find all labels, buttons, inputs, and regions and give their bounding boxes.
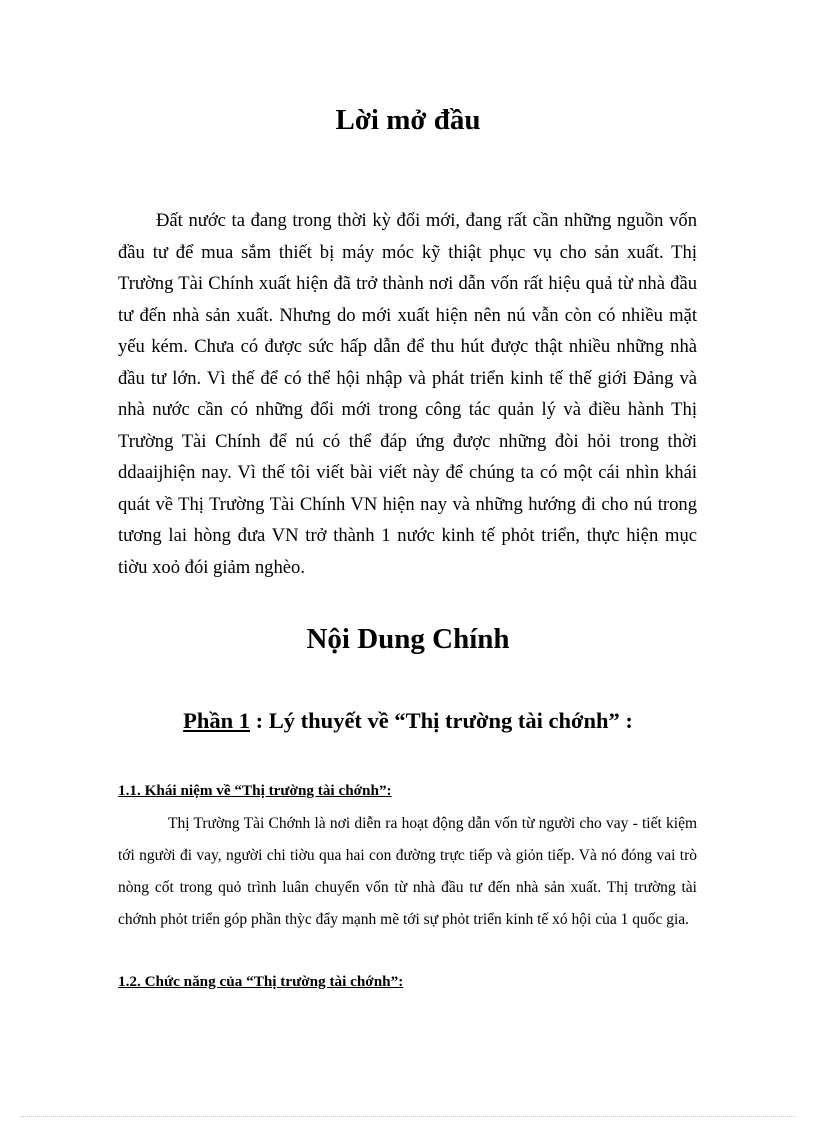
section-heading-1-1-text: 1.1. Khái niệm về “Thị trường tài chớnh”: bbox=[118, 782, 392, 799]
intro-paragraph: Đất nước ta đang trong thời kỳ đổi mới, đang rất cần những nguồn vốn đầu tư để mua sắm thiết bị máy móc kỹ thiật phục vụ cho sản xuất. Thị Trường Tài Chính xuất hiện đã trở thành nơi dẫn vốn rất hiệu quả từ nhà đầu tư đến nhà sản xuất. Nhưng do mới xuất hiện nên nú vẫn còn có nhiều mặt yếu kém. Chưa có được sức hấp dẫn để thu hút được thật nhiều những nhà đầu tư lớn. Vì thế để có thể hội nhập và phát triển kinh tế thế giới Đảng và nhà nước cần có những đổi mới trong công tác quản lý và điều hành Thị Trường Tài Chính để nú có thể đáp ứng được những đòi hỏi trong thời ddaaijhiện nay. Vì thế tôi viết bài viết này để chúng ta có một cái nhìn khái quát về Thị Trường Tài Chính VN hiện nay và những hướng đi cho nú trong tương lai hòng đưa VN trở thành 1 nước kinh tế phỏt triển, thực hiện mục tiờu xoỏ đói giảm nghèo. bbox=[118, 210, 697, 578]
section-heading-1-2 bbox=[118, 971, 403, 993]
page-bottom-divider bbox=[20, 1116, 796, 1117]
main-heading: Nội Dung Chính bbox=[306, 623, 510, 655]
section-heading-1-1 bbox=[118, 780, 392, 802]
part-heading bbox=[0, 703, 816, 739]
part-title: : Lý thuyết về “Thị trường tài chớnh” : bbox=[250, 708, 633, 733]
part-label: Phần 1 bbox=[183, 708, 251, 733]
page-title: Lời mở đầu bbox=[335, 104, 481, 136]
section-heading-1-2-text: 1.2. Chức năng của “Thị trường tài chớnh”: bbox=[118, 973, 404, 990]
section-1-1-paragraph: Thị Trường Tài Chớnh là nơi diễn ra hoạt động dẫn vốn từ người cho vay - tiết kiệm tới người đi vay, người chi tiờu qua hai con đường trực tiếp và giỏn tiếp. Và nó đóng vai trò nòng cốt trong quỏ trình luân chuyển vốn từ nhà đầu tư đến nhà sản xuất. Thị trường tài chớnh phỏt triển góp phần thỳc đẩy mạnh mẽ tới sự phỏt triển kinh tế xó hội của 1 quốc gia. bbox=[118, 815, 697, 928]
